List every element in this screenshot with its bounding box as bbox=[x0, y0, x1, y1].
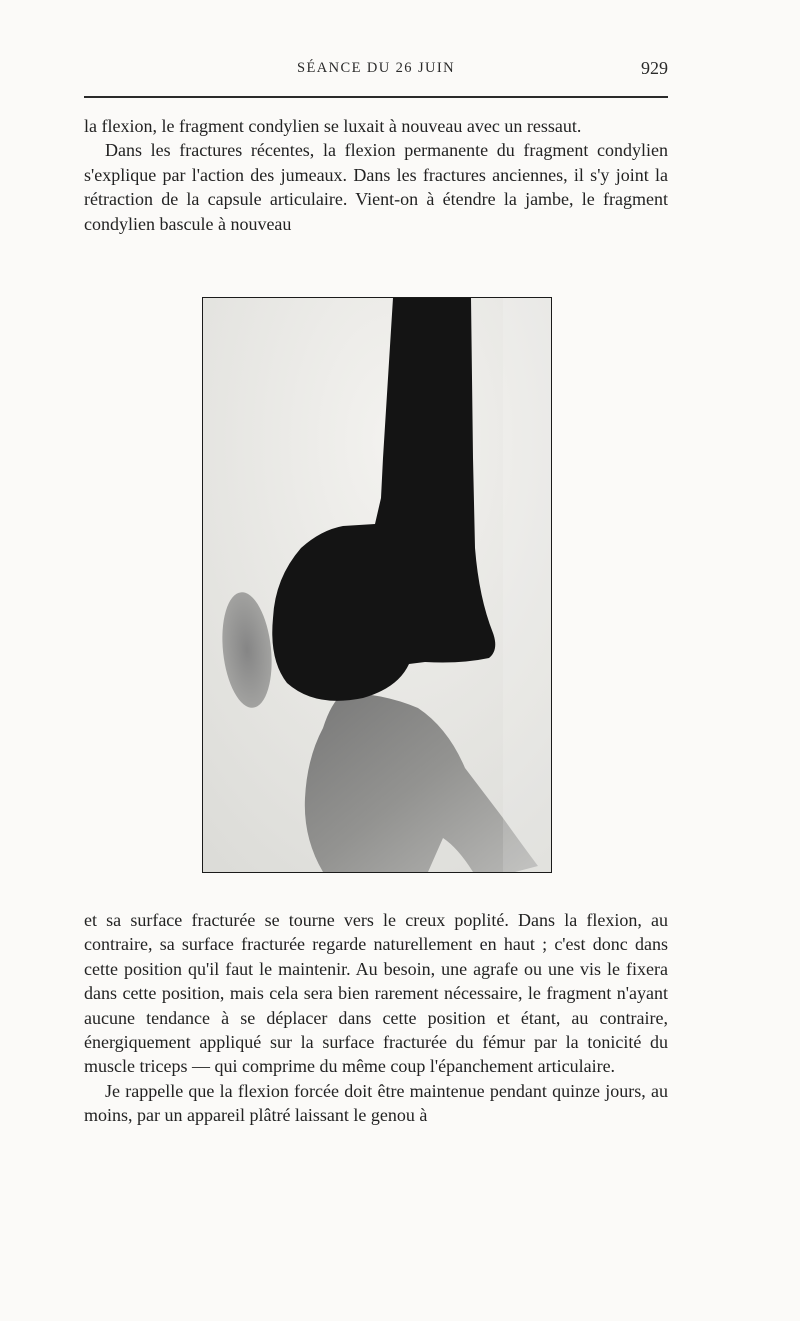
text-block-top bbox=[84, 114, 668, 236]
radiograph-figure bbox=[202, 297, 552, 873]
header-rule bbox=[84, 96, 668, 98]
page-header bbox=[84, 58, 668, 88]
paragraph: Dans les fractures récentes, la flexion permanente du fragment condylien s'explique par l'action des jumeaux. Dans les fractures anciennes, il s'y joint la rétraction de la capsule articulaire. Vient-on à étendre la jambe, le fragment condylien bascule à nouveau bbox=[84, 140, 668, 234]
paragraph: la flexion, le fragment condylien se luxait à nouveau avec un ressaut. bbox=[84, 116, 582, 136]
paragraph: et sa surface fracturée se tourne vers le creux poplité. Dans la flexion, au contraire, sa surface fracturée regarde naturellement en haut ; c'est donc dans cette position qu'il faut le maintenir. Au besoin, une agrafe ou une vis le fixera dans cette position, mais cela sera bien rarement nécessaire, le fragment n'ayant aucune tendance à se déplacer dans cette position et étant, au contraire, énergiquement appliqué sur la surface fracturée du fémur par la tonicité du muscle triceps — qui comprime du même coup l'épanchement articulaire. bbox=[84, 910, 668, 1077]
knee-radiograph-image bbox=[203, 298, 551, 872]
text-block-bottom bbox=[84, 908, 668, 1128]
page-number: 929 bbox=[641, 58, 668, 78]
paragraph: Je rappelle que la flexion forcée doit être maintenue pendant quinze jours, au moins, par un appareil plâtré laissant le genou à bbox=[84, 1080, 668, 1126]
running-title: SÉANCE DU 26 JUIN bbox=[297, 60, 455, 76]
